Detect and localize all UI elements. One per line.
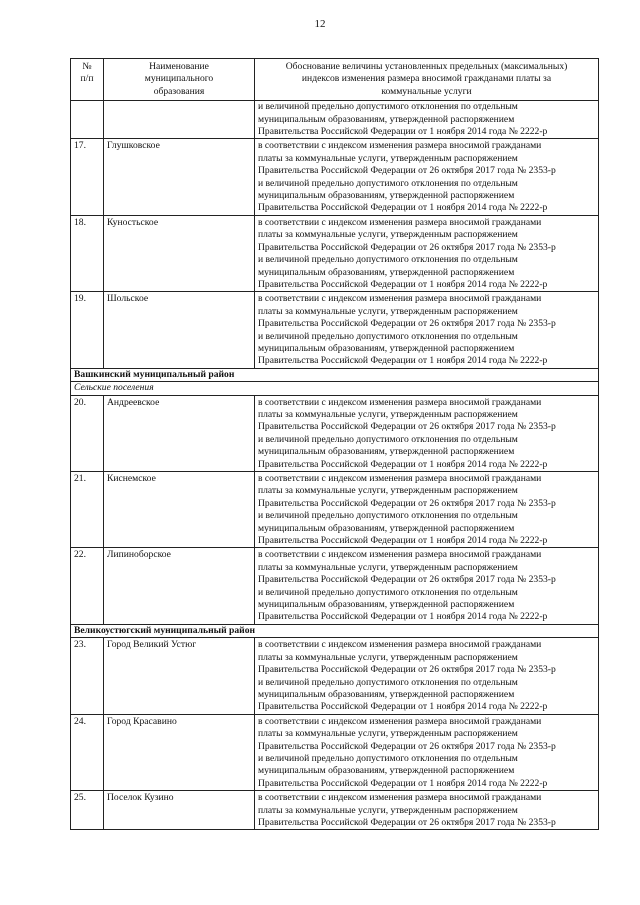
justification-line: платы за коммунальные услуги, утвержденным распоряжением [258, 305, 518, 317]
justification-line: Правительства Российской Федерации от 1 ноября 2014 года № 2222-р [258, 278, 548, 290]
justification-text [255, 638, 599, 714]
justification-line: платы за коммунальные услуги, утвержденным распоряжением [258, 408, 518, 420]
justification-line: платы за коммунальные услуги, утвержденным распоряжением [258, 152, 518, 164]
justification-text [255, 472, 599, 548]
justification-line: Правительства Российской Федерации от 26 октября 2017 года № 2353-р [258, 241, 556, 253]
municipality-name: Липиноборское [104, 548, 255, 624]
justification-line: в соответствии с индексом изменения размера вносимой гражданами [258, 140, 542, 152]
table-row [71, 292, 599, 368]
justification-line: и величиной предельно допустимого отклонения по отдельным [258, 254, 518, 266]
justification-line: Правительства Российской Федерации от 1 ноября 2014 года № 2222-р [258, 535, 548, 547]
row-number: 23. [71, 638, 104, 714]
table-row [71, 791, 599, 830]
municipality-name: Глушковское [104, 139, 255, 215]
justification-line: и величиной предельно допустимого отклонения по отдельным [258, 510, 518, 522]
row-number: 19. [71, 292, 104, 368]
justification-line: в соответствии с индексом изменения размера вносимой гражданами [258, 549, 542, 561]
justification-line: Правительства Российской Федерации от 1 ноября 2014 года № 2222-р [258, 777, 548, 789]
justification-line: в соответствии с индексом изменения размера вносимой гражданами [258, 473, 542, 484]
justification-text [255, 548, 599, 624]
municipality-name: Киснемское [104, 472, 255, 548]
justification-line: и величиной предельно допустимого отклонения по отдельным [258, 433, 518, 445]
district-row [71, 368, 599, 381]
justification-line: Правительства Российской Федерации от 26 октября 2017 года № 2353-р [258, 740, 556, 752]
district-name: Вашкинский муниципальный район [71, 368, 599, 381]
justification-line: Правительства Российской Федерации от 1 ноября 2014 года № 2222-р [258, 458, 548, 470]
municipality-name: Поселок Кузино [104, 791, 255, 830]
justification-line: муниципальным образованиям, утвержденной распоряжением [258, 522, 515, 534]
justification-line: муниципальным образованиям, утвержденной распоряжением [258, 446, 515, 458]
row-number: 22. [71, 548, 104, 624]
justification-line: Правительства Российской Федерации от 1 ноября 2014 года № 2222-р [258, 355, 548, 367]
justification-line: и величиной предельно допустимого отклонения по отдельным [258, 752, 518, 764]
justification-line: платы за коммунальные услуги, утвержденным распоряжением [258, 485, 518, 497]
justification-line: Правительства Российской Федерации от 26 октября 2017 года № 2353-р [258, 165, 556, 177]
justification-line: платы за коммунальные услуги, утвержденным распоряжением [258, 229, 518, 241]
justification-line: и величиной предельно допустимого отклонения по отдельным [258, 330, 518, 342]
row-number: 20. [71, 395, 104, 471]
justification-line: муниципальным образованиям, утвержденной распоряжением [258, 765, 515, 777]
continuation-text: и величиной предельно допустимого отклонения по отдельным муниципальным образованиям, утвержденной распоряжением Правительства Российской Федерации от 1 ноября 2014 года № 2222-р [255, 101, 599, 139]
justification-line: в соответствии с индексом изменения размера вносимой гражданами [258, 715, 542, 727]
justification-line: платы за коммунальные услуги, утвержденным распоряжением [258, 804, 518, 816]
row-number: 17. [71, 139, 104, 215]
row-number: 24. [71, 714, 104, 790]
justification-line: платы за коммунальные услуги, утвержденным распоряжением [258, 728, 518, 740]
justification-line: в соответствии с индексом изменения размера вносимой гражданами [258, 792, 542, 804]
justification-line: в соответствии с индексом изменения размера вносимой гражданами [258, 216, 542, 228]
justification-line: Правительства Российской Федерации от 26 октября 2017 года № 2353-р [258, 421, 556, 433]
municipality-name: Андреевское [104, 395, 255, 471]
justification-line: в соответствии с индексом изменения размера вносимой гражданами [258, 293, 542, 305]
page-number: 12 [314, 18, 326, 30]
justification-text [255, 395, 599, 471]
municipality-name: Город Великий Устюг [104, 638, 255, 714]
subgroup-row [71, 382, 599, 395]
justification-line: Правительства Российской Федерации от 26 октября 2017 года № 2353-р [258, 318, 556, 330]
justification-line: муниципальным образованиям, утвержденной распоряжением [258, 342, 515, 354]
justification-text [255, 791, 599, 830]
continuation-row [71, 101, 599, 139]
header-justification: Обоснование величины установленных предельных (максимальных) индексов изменения размера вносимой гражданами платы за коммунальные услуги [255, 59, 599, 101]
table-row [71, 638, 599, 714]
justification-line: Правительства Российской Федерации от 1 ноября 2014 года № 2222-р [258, 611, 548, 623]
header-municipality-name: Наименование муниципального образования [104, 59, 255, 101]
table-row [71, 548, 599, 624]
justification-line: муниципальным образованиям, утвержденной распоряжением [258, 266, 515, 278]
justification-line: в соответствии с индексом изменения размера вносимой гражданами [258, 639, 542, 651]
justification-line: Правительства Российской Федерации от 26 октября 2017 года № 2353-р [258, 816, 556, 828]
tariff-index-table [70, 58, 599, 830]
table-header-row [71, 59, 599, 101]
table-row [71, 472, 599, 548]
justification-line: муниципальным образованиям, утвержденной распоряжением [258, 190, 515, 202]
subgroup-name: Сельские поселения [71, 382, 599, 395]
justification-line: платы за коммунальные услуги, утвержденным распоряжением [258, 561, 518, 573]
justification-line: муниципальным образованиям, утвержденной распоряжением [258, 688, 515, 700]
justification-line: Правительства Российской Федерации от 26 октября 2017 года № 2353-р [258, 664, 556, 676]
justification-line: и величиной предельно допустимого отклонения по отдельным [258, 586, 518, 598]
justification-text [255, 714, 599, 790]
justification-line: Правительства Российской Федерации от 26 октября 2017 года № 2353-р [258, 574, 556, 586]
justification-line: и величиной предельно допустимого отклонения по отдельным [258, 676, 518, 688]
municipality-name: Шольское [104, 292, 255, 368]
justification-line: Правительства Российской Федерации от 26 октября 2017 года № 2353-р [258, 497, 556, 509]
district-row [71, 624, 599, 637]
district-name: Великоустюгский муниципальный район [71, 624, 599, 637]
justification-line: Правительства Российской Федерации от 1 ноября 2014 года № 2222-р [258, 701, 548, 713]
row-number: 21. [71, 472, 104, 548]
justification-line: муниципальным образованиям, утвержденной распоряжением [258, 599, 515, 611]
municipality-name: Куностьское [104, 215, 255, 291]
table-row [71, 215, 599, 291]
table-row [71, 714, 599, 790]
municipality-name: Город Красавино [104, 714, 255, 790]
justification-text [255, 139, 599, 215]
justification-line: Правительства Российской Федерации от 1 ноября 2014 года № 2222-р [258, 202, 548, 214]
justification-line: и величиной предельно допустимого отклонения по отдельным [258, 177, 518, 189]
table-row [71, 395, 599, 471]
justification-line: в соответствии с индексом изменения размера вносимой гражданами [258, 396, 542, 408]
row-number: 25. [71, 791, 104, 830]
header-number: № п/п [71, 59, 104, 101]
justification-line: платы за коммунальные услуги, утвержденным распоряжением [258, 651, 518, 663]
row-number: 18. [71, 215, 104, 291]
justification-text [255, 292, 599, 368]
table-row [71, 139, 599, 215]
justification-text [255, 215, 599, 291]
